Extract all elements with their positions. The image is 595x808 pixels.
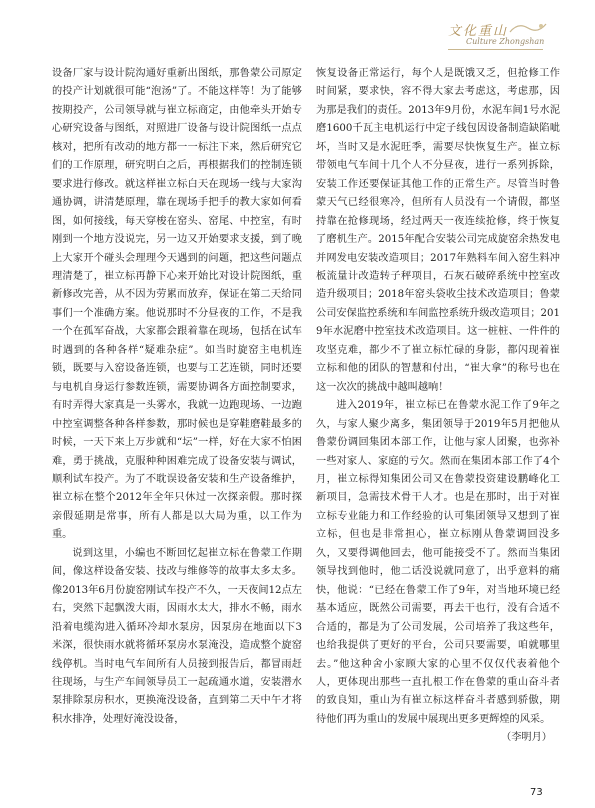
left-column bbox=[52, 65, 302, 780]
header-divider bbox=[448, 49, 543, 50]
brand-title-cn: 文化重山 bbox=[448, 24, 509, 39]
right-paragraph-2: 进入2019年，崔立标已在鲁蒙水泥工作了9年之久，与家人聚少离多，集团领导于2019年5月把他从鲁蒙份调回集团本部工作，让他与家人团聚，也弥补一些对家人、家庭的亏欠。然而在集团本部工作了4个月，崔立标得知集团公司又在鲁蒙投资建设鹏峰化工新项目，急需技术骨干人才。也是在那时，出于对崔立标专业能力和工作经验的认可集团领导又想到了崔立标，但也是非常担心，崔立标刚从鲁蒙调回没多久，又要得调他回去，他可能接受不了。然而当集团领导找到他时，他二话没说就同意了，出乎意料的痛快，他说：“已经在鲁蒙工作了9年，对当地环境已经基本适应，既然公司需要，再去干也行，没有合适不合适的，都是为了公司发展，公司培养了我这些年，也给我提供了更好的平台，公司只要需要，咱就哪里去。”他这种舍小家顾大家的心里不仅仅代表着他个人，更体现出那些一直扎根工作在鲁蒙的重山奋斗者的致良知，重山为有崔立标这样奋斗者感到骄傲，期待他们再为重山的发展中展现出更多更辉煌的风采。 bbox=[316, 400, 560, 725]
page-header bbox=[0, 0, 595, 56]
right-paragraph-1: 恢复设备正常运行，每个人是既饿又乏，但抢修工作时间紧，要求快，容不得大家去考虑这，考虑那，因为那是我们的责任。2013年9月份，水泥车间1号水泥磨1600千瓦主电机运行中定子线包因设备制造缺陷呲坏，当时又是水泥旺季，需要尽快恢复生产。崔立标带领电气车间十几个人不分昼夜，进行一系列拆除，安装工作还要保证其他工作的正常生产。尽管当时鲁蒙天气已经很寒冷，但所有人员没有一个请假，都坚持靠在抢修现场，经过两天一夜连续抢修，终于恢复了磨机生产。2015年配合安装公司完成旋窑余热发电并网发电安装改造项目；2017年熟料车间入窑生料冲板流量计改造转子秤项目，石灰石破碎系统中控室改造升级项目；2018年窑头袋收尘技术改造项目；鲁蒙公司安保监控系统和车间监控系统升级改造项目；2019年水泥磨中控室技术改造项目。这一桩桩、一件件的攻坚克难，都少不了崔立标忙碌的身影，都闪现着崔立标和他的团队的智慧和付出，“崔大拿”的称号也在这一次次的挑战中越叫越响！ bbox=[316, 68, 560, 393]
right-column bbox=[316, 65, 560, 780]
brand-title-en: Culture Zhongshan bbox=[466, 37, 545, 46]
author-byline: （李明月） bbox=[501, 732, 552, 744]
left-paragraph-1: 设备厂家与设计院沟通好重新出图纸，那鲁蒙公司原定的投产计划就很可能“泡汤”了。不能这样等！为了能够按期投产，公司领导就与崔立标商定，由他牵头开始专心研究设备与图纸，对照进厂设备与设计院图纸一点点核对，把所有改动的地方都一一标注下来，然后研究它们的工作原理，研究明白之后，再根据我们的控制连锁要求进行修改。就这样崔立标白天在现场一线与大家沟通协调，讲清楚原理，靠在现场手把手的教大家如何看图，如何接线，每天穿梭在窑头、窑尾、中控室，有时刚到一个地方没说完，另一边又开始要求支援，到了晚上大家开个碰头会理理今天遇到的问题，把这些问题点理清楚了，崔立标再静下心来开始比对设计院图纸，重新修改完善，从不因为劳累而放弃，保证在第二天给同事们一个准确方案。他说那时不分昼夜的工作，不是我一个在孤军奋战，大家都会跟着靠在现场，包括在试车时遇到的各种各样“疑难杂症”。如当时旋窑主电机连锁，既要与入窑设备连锁，也要与工艺连锁，同时还要与电机自身运行参数连锁，需要协调各方面控制要求，有时弄得大家真是一头雾水，我就一边跑现场、一边跑中控室调整各种各样参数，那时候也是穿鞋磨鞋最多的时候，一天下来上万步就和“坛”一样，好在大家不怕困难，勇于挑战，克服种种困难完成了设备安装与调试，顺利试车投产。为了不耽误设备安装和生产设备维护，崔立标在整个2012年全年只休过一次探亲假。那时探亲假延期是常事，所有人都是以大局为重，以工作为重。 bbox=[52, 68, 302, 541]
left-paragraph-2: 说到这里，小编也不断回忆起崔立标在鲁蒙工作期间，像这样设备安装、技改与维修等的故事太多太多。像2013年6月份旋窑刚试车投产不久，一天夜间12点左右，突然下起飘泼大雨，因雨水太大，排水不畅，雨水沿着电缆沟进入循环冷却水泵房，因泵房在地面以下3米深，很快雨水就将循环泵房水泵淹没，造成整个旋窑线停机。当时电气车间所有人员接到报告后，都冒雨赶往现场，与生产车间领导员工一起疏通水道，安装潜水泵排除泵房积水，更换淹没设备，直到第二天中午才将积水排净，处理好淹没设备， bbox=[52, 547, 302, 725]
brand-emblem-icon bbox=[508, 20, 548, 36]
page-number: 73 bbox=[530, 787, 543, 798]
